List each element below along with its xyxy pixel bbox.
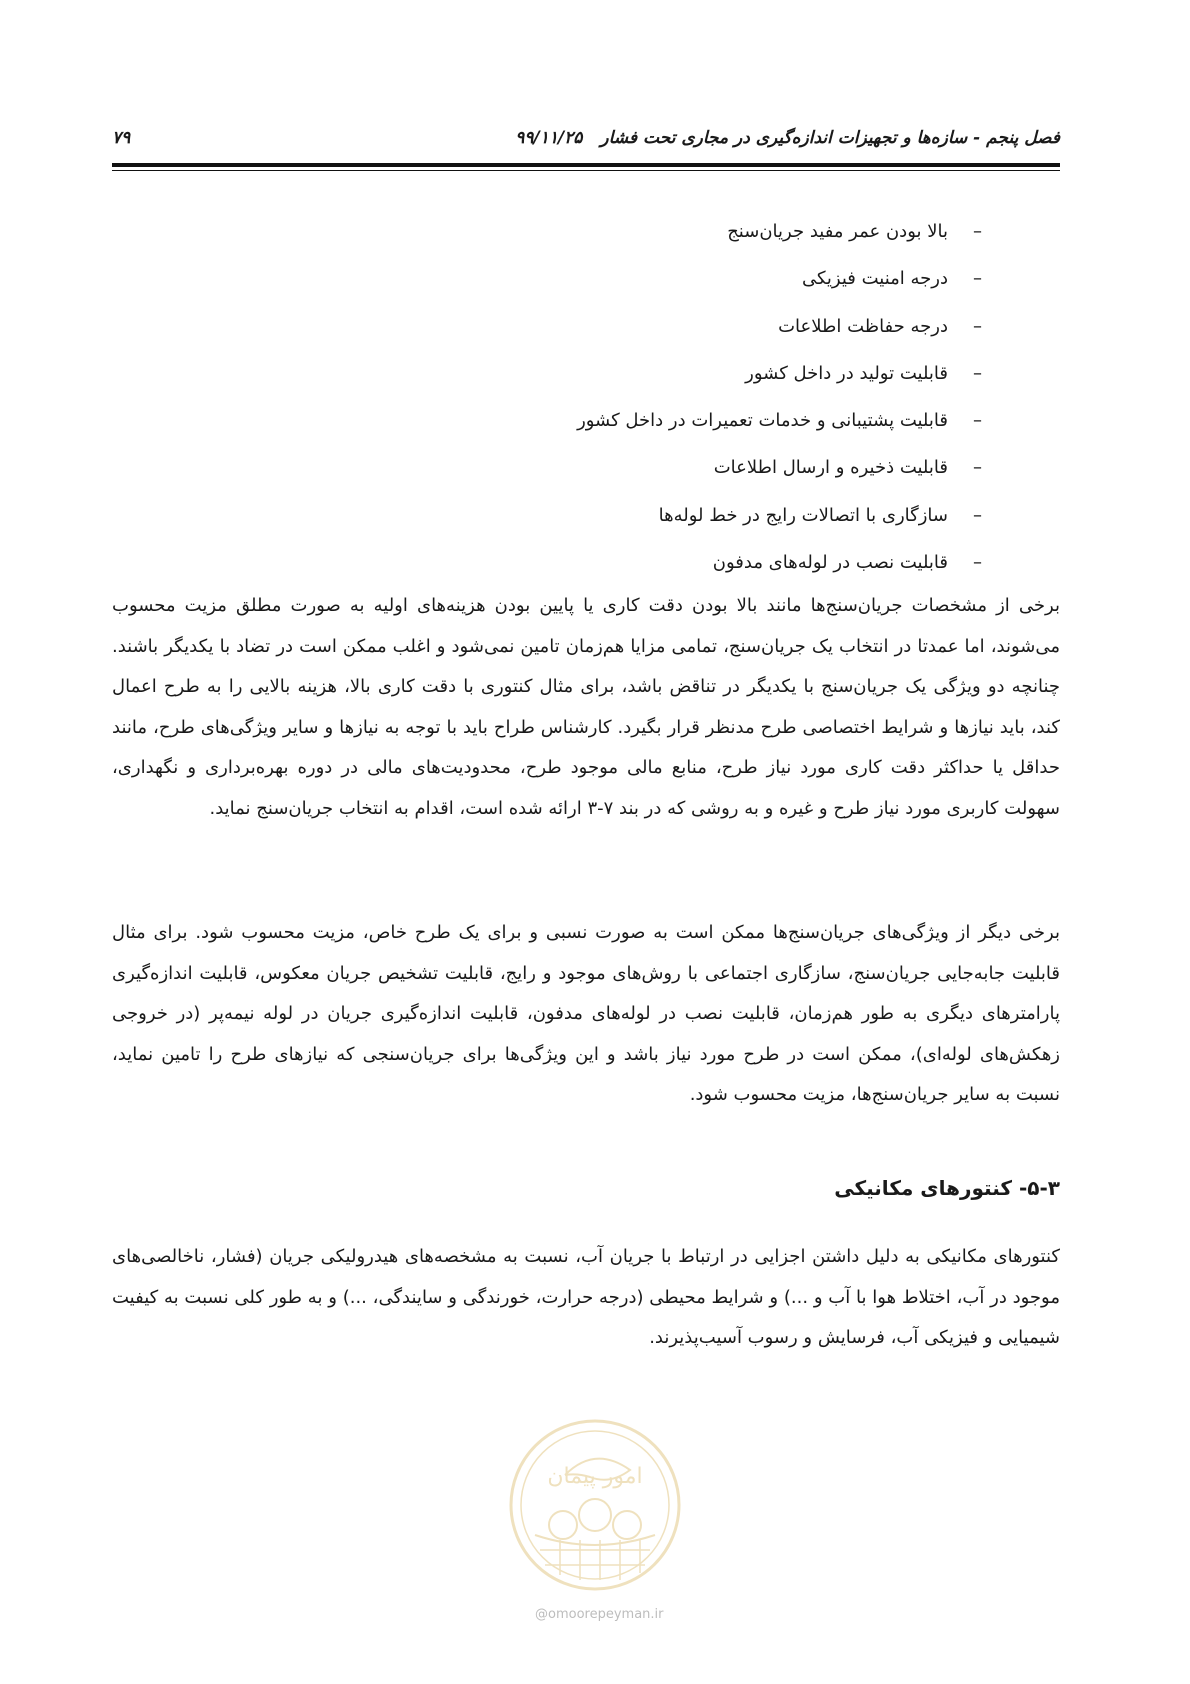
bullet-list (182, 218, 982, 596)
chapter-title-text: فصل پنجم - سازه‌ها و تجهیزات اندازه‌گیری در مجاری تحت فشار (600, 128, 1060, 148)
page-number: ۷۹ (112, 128, 131, 148)
list-item-text: درجه امنیت فیزیکی (801, 268, 948, 290)
list-item (182, 502, 982, 549)
header-rule-thin (112, 170, 1060, 171)
bullet-marker: – (973, 362, 982, 384)
list-item-text: درجه حفاظت اطلاعات (778, 315, 948, 337)
bullet-marker: – (973, 221, 982, 242)
watermark-logo-text: امور پیمان (547, 1464, 643, 1489)
list-item-text: قابلیت ذخیره و ارسال اطلاعات (713, 457, 948, 479)
header-rule-thick (112, 163, 1060, 167)
header-date: ۹۹/۱۱/۲۵ (515, 128, 583, 148)
watermark-logo-icon (505, 1415, 685, 1595)
list-item (182, 218, 982, 265)
bullet-marker: – (973, 315, 982, 337)
list-item-text: بالا بودن عمر مفید جریان‌سنج (727, 221, 948, 242)
watermark-url: @omoorepeyman.ir (535, 1607, 664, 1622)
list-item (182, 360, 982, 407)
list-item-text: قابلیت پشتیبانی و خدمات تعمیرات در داخل کشور (577, 410, 948, 432)
chapter-title (515, 128, 1060, 148)
list-item-text: قابلیت نصب در لوله‌های مدفون (712, 552, 948, 574)
list-item-text: سازگاری با اتصالات رایج در خط لوله‌ها (658, 504, 948, 526)
bullet-marker: – (973, 504, 982, 526)
section-heading: ۵-۳- کنتورهای مکانیکی (834, 1176, 1060, 1200)
bullet-marker: – (973, 268, 982, 290)
bullet-marker: – (973, 410, 982, 432)
list-item-text: قابلیت تولید در داخل کشور (745, 362, 948, 384)
body-paragraph-2: برخی دیگر از ویژگی‌های جریان‌سنج‌ها ممکن است به صورت نسبی و برای یک طرح خاص، مزیت محسوب شود. برای مثال قابلیت جابه‌جایی جریان‌سنج، سازگاری اجتماعی با روش‌های موجود و رایج، قابلیت تشخیص جریان معکوس، قابلیت اندازه‌گیری پارامترهای دیگری به طور هم‌زمان، قابلیت نصب در لوله‌های مدفون، قابلیت اندازه‌گیری جریان در لوله نیمه‌پر (در خروجی زهکش‌های لوله‌ای)، ممکن است در طرح مورد نیاز باشد و این ویژگی‌ها برای جریان‌سنجی که نیازهای طرح را تامین نماید، نسبت به سایر جریان‌سنج‌ها، مزیت محسوب شود. (112, 922, 1060, 1105)
list-item (182, 454, 982, 501)
bullet-marker: – (973, 457, 982, 479)
list-item (182, 313, 982, 360)
bullet-marker: – (973, 552, 982, 574)
page-header (112, 128, 1060, 158)
body-paragraph-1: برخی از مشخصات جریان‌سنج‌ها مانند بالا بودن دقت کاری یا پایین بودن هزینه‌های اولیه به صورت مطلق مزیت محسوب می‌شوند، اما عمدتا در انتخاب یک جریان‌سنج، تمامی مزایا هم‌زمان تامین نمی‌شود و اغلب ممکن است در تضاد با یکدیگر باشند. چنانچه دو ویژگی یک جریان‌سنج با یکدیگر در تناقض باشد، برای مثال کنتوری با دقت کاری بالا، هزینه بالایی را به طرح اعمال کند، باید نیازها و شرایط اختصاصی طرح مدنظر قرار بگیرد. کارشناس طراح باید با توجه به نیازها و سایر ویژگی‌های طرح، مانند حداقل یا حداکثر دقت کاری مورد نیاز طرح، منابع مالی موجود طرح، محدودیت‌های مالی در دوره بهره‌برداری و نگهداری، سهولت کاربری مورد نیاز طرح و غیره و به روشی که در بند ۷-۳ ارائه شده است، اقدام به انتخاب جریان‌سنج نماید. (112, 595, 1060, 819)
list-item (182, 407, 982, 454)
list-item (182, 265, 982, 312)
section-paragraph: کنتورهای مکانیکی به دلیل داشتن اجزایی در ارتباط با جریان آب، نسبت به مشخصه‌های هیدرولیکی جریان (فشار، ناخالصی‌های موجود در آب، اختلاط هوا با آب و ...) و شرایط محیطی (درجه حرارت، خورندگی و سایندگی، ...) و به طور کلی نسبت به کیفیت شیمیایی و فیزیکی آب، فرسایش و رسوب آسیب‌پذیرند. (112, 1246, 1060, 1348)
